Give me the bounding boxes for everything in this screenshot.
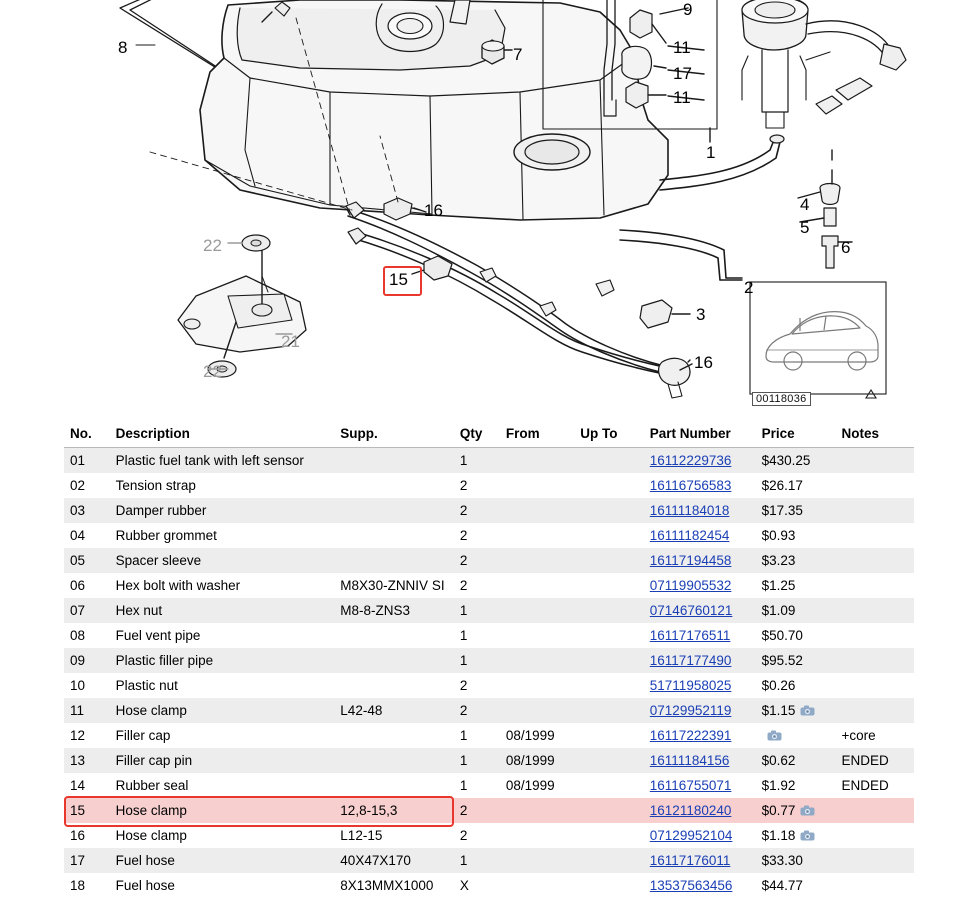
part-number-link[interactable]: 07119905532 — [649, 578, 732, 593]
diagram-code: 00118036 — [752, 392, 811, 406]
cell-no: 08 — [70, 628, 86, 643]
cell-from — [500, 448, 574, 474]
cell-no: 18 — [70, 878, 86, 893]
price-value: $1.18 — [761, 828, 796, 843]
cell-from — [500, 498, 574, 523]
price-value: $430.25 — [761, 453, 811, 468]
table-row[interactable] — [64, 723, 914, 748]
cell-description: Tension strap — [115, 478, 196, 493]
cell-part-number — [644, 598, 756, 623]
cell-supp — [334, 723, 454, 748]
cell-notes — [836, 598, 914, 623]
cell-part-number — [644, 648, 756, 673]
header-part-number[interactable]: Part Number — [644, 422, 756, 448]
cell-part-number — [644, 523, 756, 548]
cell-from — [500, 648, 574, 673]
cell-upto — [574, 798, 644, 823]
table-row[interactable] — [64, 823, 914, 848]
table-row[interactable] — [64, 848, 914, 873]
cell-from — [500, 598, 574, 623]
header-price[interactable]: Price — [756, 422, 836, 448]
header-supp[interactable]: Supp. — [334, 422, 454, 448]
price-value: $17.35 — [761, 503, 803, 518]
diagram-highlight-15 — [383, 266, 422, 296]
cell-upto — [574, 823, 644, 848]
cell-qty: 2 — [459, 828, 468, 843]
cell-qty: 2 — [459, 578, 468, 593]
cell-qty: X — [459, 878, 469, 893]
cell-price — [756, 873, 836, 898]
price-value: $1.09 — [761, 603, 796, 618]
cell-part-number — [644, 773, 756, 798]
cell-upto — [574, 573, 644, 598]
cell-qty: 2 — [459, 553, 468, 568]
cell-part-number — [644, 573, 756, 598]
cell-description: Hose clamp — [115, 803, 187, 818]
table-header-row — [64, 422, 914, 448]
cell-price — [756, 598, 836, 623]
cell-notes — [836, 623, 914, 648]
cell-description: Hose clamp — [115, 828, 187, 843]
cell-price — [756, 748, 836, 773]
cell-notes — [836, 523, 914, 548]
cell-qty: 2 — [459, 803, 468, 818]
cell-from — [500, 473, 574, 498]
cell-notes — [836, 548, 914, 573]
cell-price — [756, 773, 836, 798]
cell-upto — [574, 548, 644, 573]
cell-description: Filler cap pin — [115, 753, 193, 768]
cell-part-number — [644, 873, 756, 898]
cell-no: 15 — [70, 803, 86, 818]
cell-supp — [334, 623, 454, 648]
callout-11-lower: 11 — [673, 88, 691, 107]
part-number-link[interactable]: 16116756583 — [649, 478, 732, 493]
part-number-link[interactable]: 16117177490 — [649, 653, 732, 668]
cell-upto — [574, 773, 644, 798]
callout-21: 21 — [281, 332, 300, 351]
cell-part-number — [644, 798, 756, 823]
cell-description: Plastic fuel tank with left sensor — [115, 453, 304, 468]
callout-9: 9 — [683, 0, 693, 19]
cell-supp: L12-15 — [340, 828, 383, 843]
cell-upto — [574, 473, 644, 498]
cell-supp: M8-8-ZNS3 — [340, 603, 411, 618]
cell-from — [500, 573, 574, 598]
cell-description: Filler cap — [115, 728, 171, 743]
cell-no: 12 — [70, 728, 86, 743]
cell-supp: 12,8-15,3 — [340, 803, 398, 818]
table-row[interactable] — [64, 623, 914, 648]
cell-description: Fuel hose — [115, 853, 175, 868]
cell-supp — [334, 448, 454, 474]
cell-part-number — [644, 723, 756, 748]
cell-supp — [334, 523, 454, 548]
cell-notes — [836, 823, 914, 848]
cell-notes: ENDED — [841, 753, 889, 768]
cell-notes — [836, 848, 914, 873]
table-row[interactable] — [64, 748, 914, 773]
header-upto[interactable]: Up To — [574, 422, 644, 448]
header-no[interactable]: No. — [64, 422, 110, 448]
cell-description: Plastic nut — [115, 678, 178, 693]
cell-upto — [574, 523, 644, 548]
part-number-link[interactable]: 07129952119 — [649, 703, 732, 718]
price-value: $33.30 — [761, 853, 803, 868]
cell-description: Plastic filler pipe — [115, 653, 214, 668]
part-number-link[interactable]: 07146760121 — [649, 603, 733, 618]
cell-description: Hex bolt with washer — [115, 578, 241, 593]
cell-from: 08/1999 — [505, 753, 555, 768]
cell-part-number — [644, 448, 756, 474]
cell-price — [756, 498, 836, 523]
part-number-link[interactable]: 07129952104 — [649, 828, 733, 843]
cell-qty: 1 — [459, 753, 468, 768]
cell-from — [500, 698, 574, 723]
cell-qty: 2 — [459, 678, 468, 693]
cell-upto — [574, 448, 644, 474]
callout-16-lower: 16 — [694, 353, 713, 372]
cell-from — [500, 548, 574, 573]
cell-description: Spacer sleeve — [115, 553, 202, 568]
cell-qty: 1 — [459, 853, 468, 868]
table-row[interactable] — [64, 798, 914, 823]
price-value: $0.93 — [761, 528, 796, 543]
part-number-link[interactable]: 16117176011 — [649, 853, 731, 868]
cell-description: Fuel hose — [115, 878, 175, 893]
cell-from — [500, 798, 574, 823]
part-number-link[interactable]: 16117194458 — [649, 553, 732, 568]
callout-4: 4 — [800, 195, 810, 214]
callout-7: 7 — [513, 45, 523, 64]
cell-price — [756, 473, 836, 498]
cell-price — [756, 448, 836, 474]
cell-supp: M8X30-ZNNIV SI — [340, 578, 445, 593]
cell-from — [500, 848, 574, 873]
part-number-link[interactable]: 16111184156 — [649, 753, 730, 768]
part-number-link[interactable]: 51711958025 — [649, 678, 732, 693]
part-number-link[interactable]: 16121180240 — [649, 803, 732, 818]
cell-from — [500, 673, 574, 698]
cell-qty: 2 — [459, 478, 468, 493]
cell-price — [756, 673, 836, 698]
parts-table-body — [64, 448, 914, 899]
cell-no: 16 — [70, 828, 86, 843]
cell-price — [756, 548, 836, 573]
price-value: $0.62 — [761, 753, 796, 768]
part-number-link[interactable]: 16117176511 — [649, 628, 731, 643]
cell-notes — [836, 498, 914, 523]
cell-no: 02 — [70, 478, 86, 493]
cell-notes — [836, 473, 914, 498]
camera-icon[interactable] — [800, 805, 815, 816]
callout-3: 3 — [696, 305, 706, 324]
cell-supp: L42-48 — [340, 703, 383, 718]
cell-qty: 1 — [459, 778, 468, 793]
header-from[interactable]: From — [500, 422, 574, 448]
callout-5: 5 — [800, 218, 810, 237]
cell-price — [756, 623, 836, 648]
parts-table-wrap — [64, 422, 914, 898]
cell-upto — [574, 598, 644, 623]
cell-supp — [334, 673, 454, 698]
cell-notes — [836, 798, 914, 823]
cell-price — [756, 523, 836, 548]
cell-notes — [836, 648, 914, 673]
header-description[interactable]: Description — [110, 422, 335, 448]
cell-qty: 1 — [459, 453, 468, 468]
cell-supp: 40X47X170 — [340, 853, 411, 868]
callout-11-upper: 11 — [673, 38, 691, 57]
cell-price — [756, 573, 836, 598]
cell-no: 14 — [70, 778, 86, 793]
cell-description: Fuel vent pipe — [115, 628, 201, 643]
cell-upto — [574, 673, 644, 698]
cell-supp — [334, 648, 454, 673]
price-value: $26.17 — [761, 478, 803, 493]
cell-price — [756, 723, 836, 748]
cell-supp — [334, 773, 454, 798]
cell-part-number — [644, 698, 756, 723]
table-row[interactable] — [64, 773, 914, 798]
cell-price — [756, 698, 836, 723]
diagram-svg — [0, 0, 969, 415]
callout-6: 6 — [841, 238, 851, 257]
price-value: $50.70 — [761, 628, 803, 643]
price-value: $3.23 — [761, 553, 796, 568]
cell-upto — [574, 848, 644, 873]
cell-notes — [836, 698, 914, 723]
part-number-link[interactable]: 16116755071 — [649, 778, 732, 793]
camera-icon[interactable] — [767, 730, 782, 741]
cell-from: 08/1999 — [505, 728, 555, 743]
cell-supp — [334, 548, 454, 573]
cell-description: Damper rubber — [115, 503, 207, 518]
cell-supp — [334, 473, 454, 498]
cell-qty: 1 — [459, 653, 468, 668]
table-row[interactable] — [64, 498, 914, 523]
cell-no: 06 — [70, 578, 86, 593]
cell-part-number — [644, 823, 756, 848]
part-number-link[interactable]: 16111182454 — [649, 528, 730, 543]
cell-qty: 2 — [459, 503, 468, 518]
callout-17: 17 — [673, 64, 692, 83]
price-value: $1.15 — [761, 703, 796, 718]
callout-15: 15 — [389, 270, 408, 289]
cell-part-number — [644, 548, 756, 573]
table-row[interactable] — [64, 573, 914, 598]
cell-upto — [574, 698, 644, 723]
cell-upto — [574, 623, 644, 648]
cell-no: 04 — [70, 528, 86, 543]
cell-no: 09 — [70, 653, 86, 668]
cell-part-number — [644, 673, 756, 698]
camera-icon[interactable] — [800, 705, 815, 716]
part-number-link[interactable]: 16112229736 — [649, 453, 732, 468]
table-row[interactable] — [64, 448, 914, 474]
part-number-link[interactable]: 13537563456 — [649, 878, 733, 893]
cell-no: 10 — [70, 678, 86, 693]
cell-from — [500, 623, 574, 648]
price-value: $0.77 — [761, 803, 796, 818]
cell-qty: 1 — [459, 728, 468, 743]
cell-description: Hose clamp — [115, 703, 187, 718]
cell-qty: 2 — [459, 703, 468, 718]
price-value: $44.77 — [761, 878, 803, 893]
cell-part-number — [644, 623, 756, 648]
cell-upto — [574, 723, 644, 748]
price-value: $1.25 — [761, 578, 796, 593]
price-value: $0.26 — [761, 678, 796, 693]
table-row[interactable] — [64, 473, 914, 498]
camera-icon[interactable] — [800, 830, 815, 841]
cell-qty: 1 — [459, 628, 468, 643]
cell-description: Rubber seal — [115, 778, 189, 793]
cell-qty: 1 — [459, 603, 468, 618]
callout-8: 8 — [118, 38, 128, 57]
cell-description: Rubber grommet — [115, 528, 217, 543]
price-value: $95.52 — [761, 653, 803, 668]
vehicle-thumbnail — [750, 282, 886, 398]
cell-description: Hex nut — [115, 603, 163, 618]
cell-price — [756, 823, 836, 848]
part-number-link[interactable]: 16117222391 — [649, 728, 732, 743]
cell-supp — [334, 748, 454, 773]
cell-no: 03 — [70, 503, 86, 518]
table-row[interactable] — [64, 698, 914, 723]
cell-price — [756, 798, 836, 823]
price-value: $1.92 — [761, 778, 796, 793]
cell-upto — [574, 748, 644, 773]
callout-22-lower: 22 — [203, 362, 222, 381]
cell-notes — [836, 573, 914, 598]
cell-from — [500, 873, 574, 898]
cell-from — [500, 523, 574, 548]
cell-price — [756, 648, 836, 673]
cell-notes: +core — [841, 728, 876, 743]
callout-16-upper: 16 — [424, 201, 443, 220]
table-row[interactable] — [64, 873, 914, 898]
table-row[interactable] — [64, 523, 914, 548]
cell-no: 05 — [70, 553, 86, 568]
header-notes[interactable]: Notes — [836, 422, 914, 448]
cell-no: 11 — [70, 703, 85, 718]
header-qty[interactable]: Qty — [454, 422, 500, 448]
cell-part-number — [644, 498, 756, 523]
callout-22-upper: 22 — [203, 236, 222, 255]
cell-notes — [836, 873, 914, 898]
cell-from — [500, 823, 574, 848]
parts-table — [64, 422, 914, 898]
callout-1: 1 — [706, 143, 716, 162]
cell-upto — [574, 648, 644, 673]
table-row[interactable] — [64, 673, 914, 698]
cell-supp — [334, 498, 454, 523]
table-row[interactable] — [64, 548, 914, 573]
table-row[interactable] — [64, 648, 914, 673]
cell-part-number — [644, 848, 756, 873]
cell-qty: 2 — [459, 528, 468, 543]
callout-2: 2 — [744, 278, 754, 297]
fuel-tank-diagram — [0, 0, 969, 415]
cell-part-number — [644, 473, 756, 498]
cell-from: 08/1999 — [505, 778, 555, 793]
cell-notes: ENDED — [841, 778, 889, 793]
cell-price — [756, 848, 836, 873]
cell-notes — [836, 673, 914, 698]
part-number-link[interactable]: 16111184018 — [649, 503, 730, 518]
table-row[interactable] — [64, 598, 914, 623]
cell-no: 17 — [70, 853, 86, 868]
cell-part-number — [644, 748, 756, 773]
cell-supp: 8X13MMX1000 — [340, 878, 434, 893]
cell-upto — [574, 498, 644, 523]
cell-no: 13 — [70, 753, 86, 768]
cell-upto — [574, 873, 644, 898]
cell-no: 07 — [70, 603, 86, 618]
cell-no: 01 — [70, 453, 86, 468]
cell-notes — [836, 448, 914, 474]
